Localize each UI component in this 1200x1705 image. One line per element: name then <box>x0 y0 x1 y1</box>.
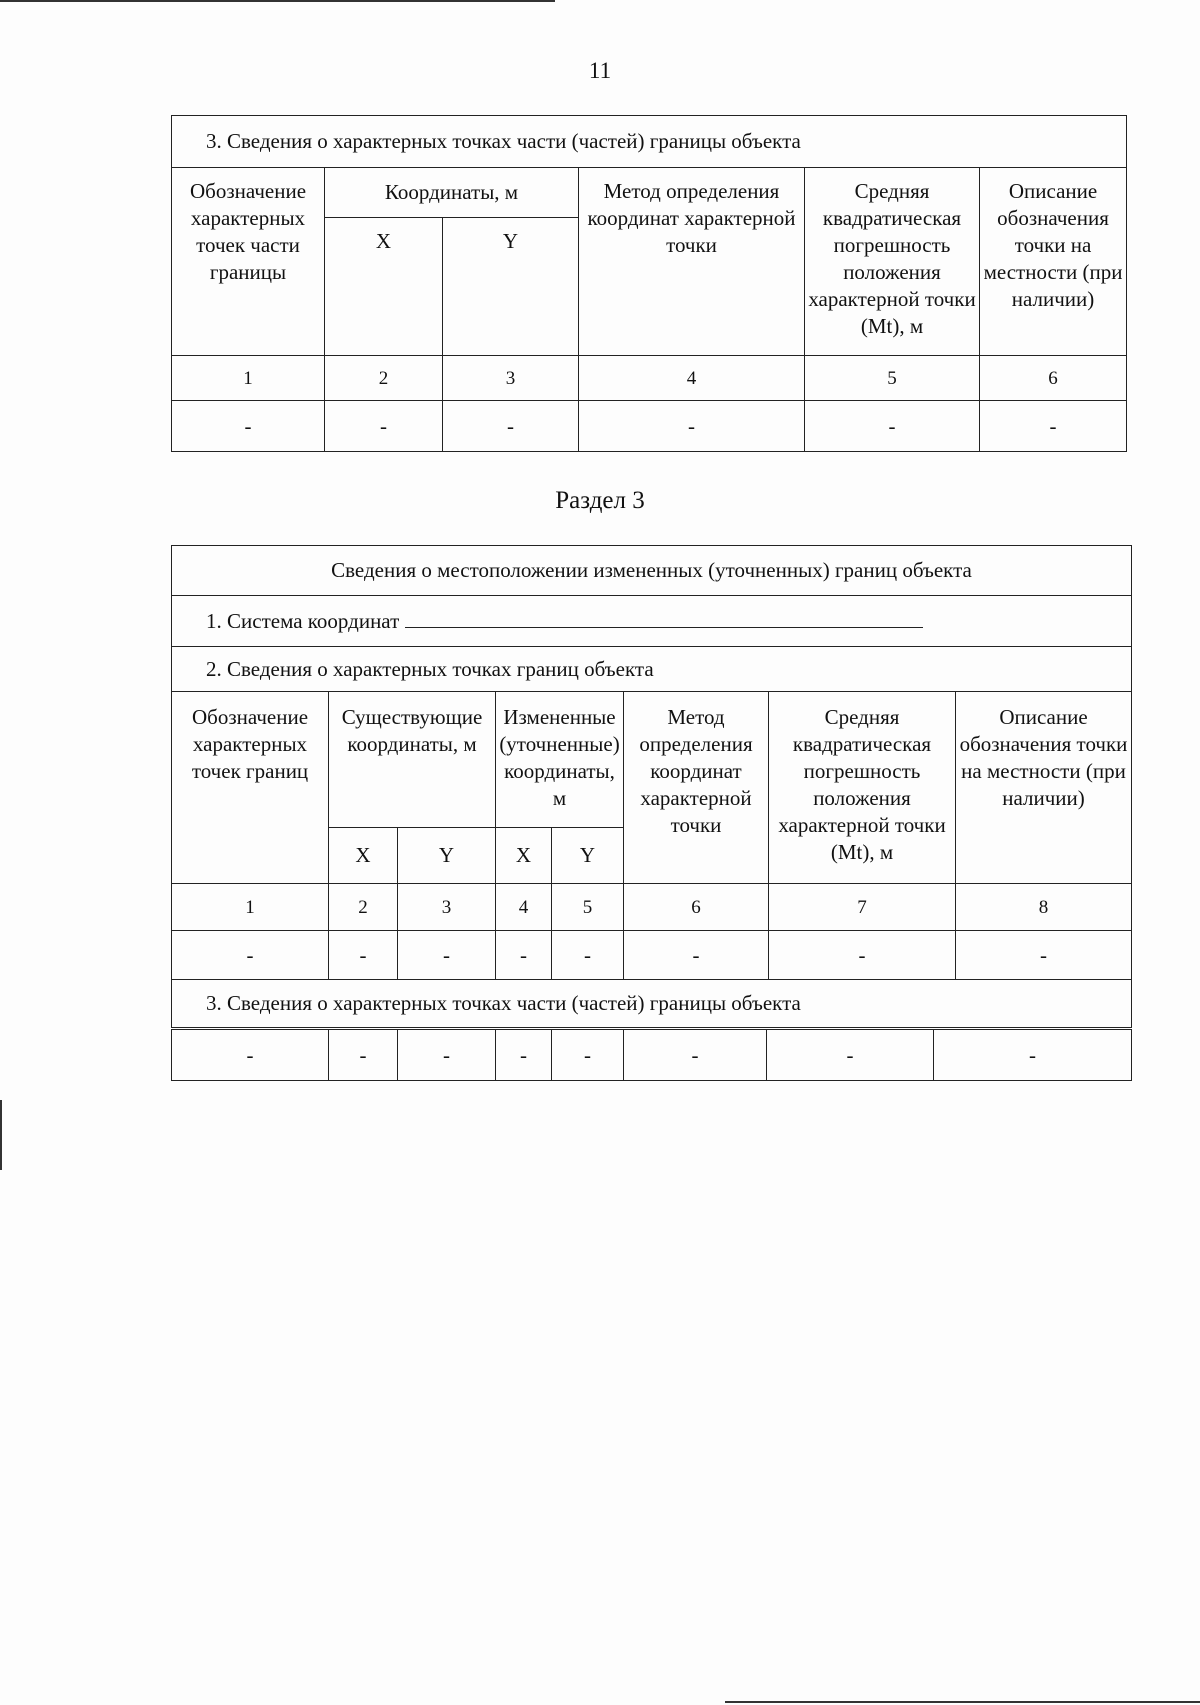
column-number: 7 <box>769 884 956 931</box>
table-cell: - <box>769 931 956 980</box>
table-row <box>172 401 1127 452</box>
column-number: 5 <box>552 884 624 931</box>
column-number: 8 <box>956 884 1132 931</box>
header-existing-y: Y <box>398 828 496 884</box>
table-part-boundary-points <box>171 115 1127 452</box>
coordinate-system-row <box>172 596 1132 647</box>
section-heading: Раздел 3 <box>555 487 645 514</box>
column-number: 4 <box>579 356 805 401</box>
column-number: 2 <box>325 356 443 401</box>
column-number: 3 <box>398 884 496 931</box>
column-number: 5 <box>805 356 980 401</box>
column-number: 6 <box>980 356 1127 401</box>
table-cell: - <box>172 401 325 452</box>
header-designation: Обозначение характерных точек границ <box>172 692 329 884</box>
column-number: 3 <box>443 356 579 401</box>
table-cell: - <box>579 401 805 452</box>
column-number-row <box>172 356 1127 401</box>
coordinate-system-label: 1. Система координат <box>206 609 400 633</box>
header-method: Метод определения координат характерной точки <box>579 168 805 356</box>
table-cell: - <box>956 931 1132 980</box>
header-x: X <box>325 218 443 356</box>
column-number: 1 <box>172 884 329 931</box>
table-cell: - <box>934 1030 1132 1081</box>
table-row <box>172 1030 1132 1081</box>
table-cell: - <box>624 931 769 980</box>
table-cell: - <box>624 1030 767 1081</box>
header-coordinates: Координаты, м <box>325 168 579 218</box>
header-changed-coordinates: Измененные (уточненные) координаты, м <box>496 692 624 828</box>
header-changed-x: X <box>496 828 552 884</box>
column-number-row <box>172 884 1132 931</box>
table-parts-row <box>171 1029 1132 1081</box>
header-description: Описание обозначения точки на местности (при наличии) <box>980 168 1127 356</box>
header-existing-coordinates: Существующие координаты, м <box>329 692 496 828</box>
scan-top-line <box>0 0 555 2</box>
table-cell: - <box>552 1030 624 1081</box>
header-designation: Обозначение характерных точек части границы <box>172 168 325 356</box>
scan-bottom-line <box>725 1701 1200 1703</box>
table-changed-boundaries <box>171 545 1132 1028</box>
table-cell: - <box>329 931 398 980</box>
table-cell: - <box>172 931 329 980</box>
table-cell: - <box>443 401 579 452</box>
coordinate-system-blank <box>405 607 923 628</box>
page-number: 11 <box>588 58 612 83</box>
header-changed-y: Y <box>552 828 624 884</box>
table-cell: - <box>325 401 443 452</box>
header-error: Средняя квадратическая погрешность положения характерной точки (Mt), м <box>769 692 956 884</box>
header-existing-x: X <box>329 828 398 884</box>
table-cell: - <box>496 1030 552 1081</box>
table-cell: - <box>805 401 980 452</box>
table-title: 3. Сведения о характерных точках части (частей) границы объекта <box>172 116 1127 168</box>
table-cell: - <box>767 1030 934 1081</box>
header-description: Описание обозначения точки на местности (при наличии) <box>956 692 1132 884</box>
table-cell: - <box>552 931 624 980</box>
scan-left-edge-mark <box>0 1100 2 1170</box>
parts-title: 3. Сведения о характерных точках части (частей) границы объекта <box>172 980 1132 1028</box>
header-y: Y <box>443 218 579 356</box>
table-cell: - <box>398 931 496 980</box>
table-cell: - <box>980 401 1127 452</box>
table-cell: - <box>172 1030 329 1081</box>
table-row <box>172 931 1132 980</box>
points-title: 2. Сведения о характерных точках границ объекта <box>172 647 1132 692</box>
header-method: Метод определения координат характерной точки <box>624 692 769 884</box>
table-cell: - <box>329 1030 398 1081</box>
header-error: Средняя квадратическая погрешность положения характерной точки (Mt), м <box>805 168 980 356</box>
column-number: 2 <box>329 884 398 931</box>
column-number: 6 <box>624 884 769 931</box>
section-title: Сведения о местоположении измененных (уточненных) границ объекта <box>172 546 1132 596</box>
column-number: 1 <box>172 356 325 401</box>
column-number: 4 <box>496 884 552 931</box>
table-cell: - <box>398 1030 496 1081</box>
table-cell: - <box>496 931 552 980</box>
